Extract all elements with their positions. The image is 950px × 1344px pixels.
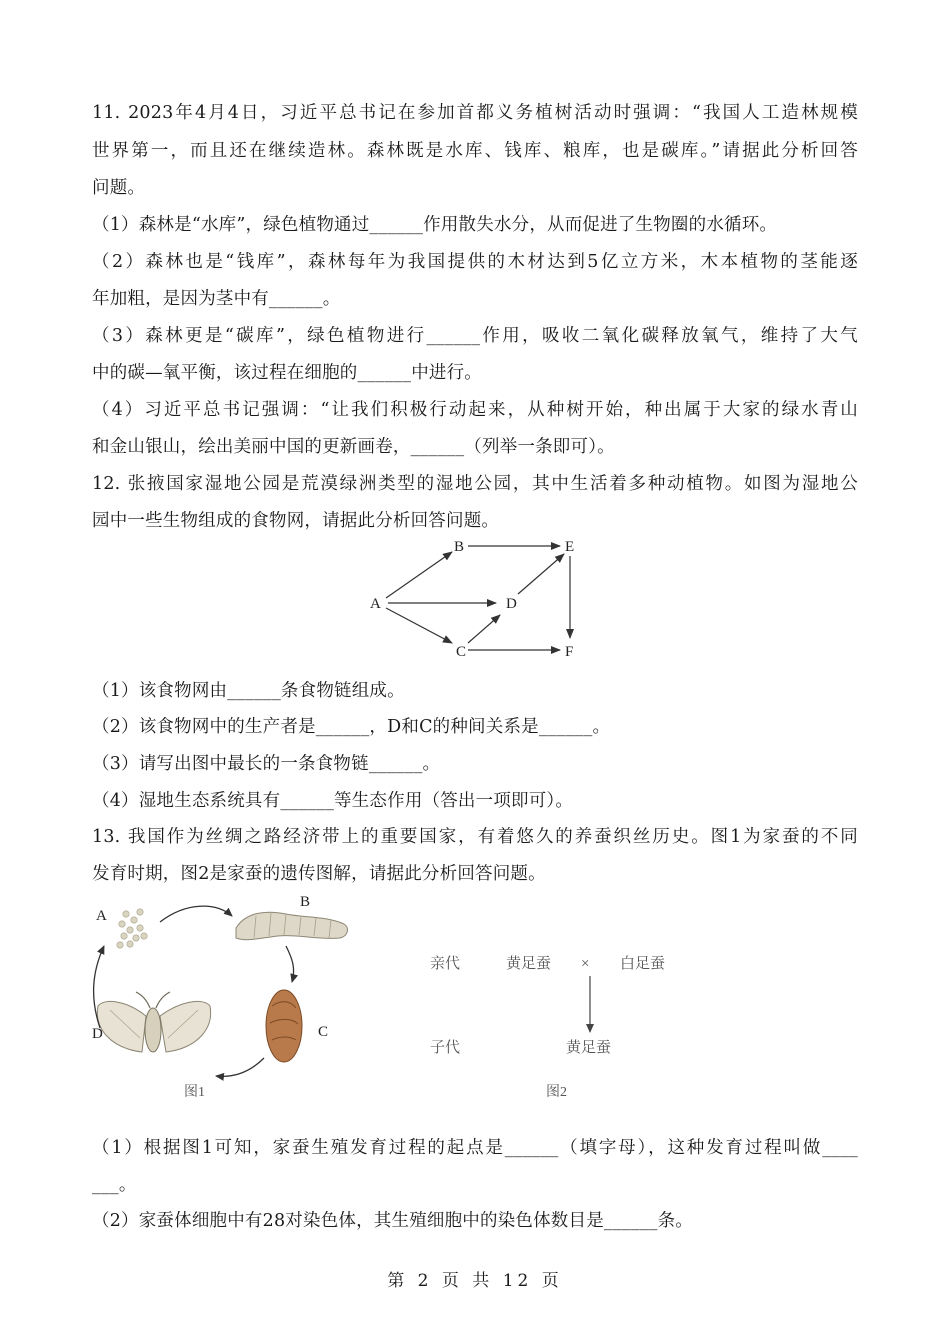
silkworm-genetics-figure (420, 940, 690, 1110)
node-b: B (454, 539, 465, 555)
food-web-diagram (360, 532, 600, 662)
q11-sub-2b: 年加粗，是因为茎中有______。 (92, 289, 341, 309)
arrow-b-c (286, 946, 294, 982)
q11-sub-2a: （2）森林也是“钱库”，森林每年为我国提供的木材达到5亿立方米，木本植物的茎能逐 (92, 252, 858, 272)
q11-line-3: 问题。 (92, 178, 146, 198)
parent-yellow-foot: 黄足蚕 (506, 956, 552, 972)
label-a: A (96, 908, 107, 924)
label-b: B (300, 894, 311, 910)
q11-sub-3a: （3）森林更是“碳库”，绿色植物进行______作用，吸收二氧化碳释放氧气，维持了大气 (92, 326, 858, 346)
arrow-a-b (386, 552, 452, 598)
larva-illustration (236, 912, 347, 939)
q11-sub-3b: 中的碳—氧平衡，该过程在细胞的______中进行。 (92, 363, 482, 383)
q13-line-2: 发育时期，图2是家蚕的遗传图解，请据此分析回答问题。 (92, 864, 546, 884)
q11-sub-1: （1）森林是“水库”，绿色植物通过______作用散失水分，从而促进了生物圈的水循环。 (92, 215, 778, 235)
q11-line-2: 世界第一，而且还在继续造林。森林既是水库、钱库、粮库，也是碳库。”请据此分析回答 (92, 141, 858, 161)
eggs-illustration (117, 909, 147, 948)
cross-symbol: × (581, 956, 590, 972)
page-footer: 第 2 页 共 12 页 (387, 1271, 563, 1291)
parent-generation-label: 亲代 (430, 956, 461, 972)
offspring-yellow-foot: 黄足蚕 (566, 1040, 612, 1056)
q13-sub-2: （2）家蚕体细胞中有28对染色体，其生殖细胞中的染色体数目是______条。 (92, 1211, 693, 1231)
arrow-a-c (386, 608, 452, 643)
node-a: A (370, 596, 381, 612)
figure1-caption: 图1 (184, 1085, 205, 1100)
offspring-generation-label: 子代 (430, 1040, 461, 1056)
silkworm-life-cycle-figure (86, 888, 366, 1108)
q13-line-1: 13. 我国作为丝绸之路经济带上的重要国家，有着悠久的养蚕织丝历史。图1为家蚕的不同 (92, 827, 858, 847)
label-d: D (92, 1026, 103, 1042)
q13-sub-1a: （1）根据图1可知，家蚕生殖发育过程的起点是______（填字母），这种发育过程叫做____ (92, 1138, 858, 1158)
q12-sub-4: （4）湿地生态系统具有______等生态作用（答出一项即可）。 (92, 791, 574, 811)
q12-sub-1: （1）该食物网由______条食物链组成。 (92, 681, 405, 701)
moth-illustration (97, 992, 210, 1052)
q12-line-2: 园中一些生物组成的食物网，请据此分析回答问题。 (92, 511, 500, 531)
q12-line-1: 12. 张掖国家湿地公园是荒漠绿洲类型的湿地公园，其中生活着多种动植物。如图为湿地公 (92, 474, 858, 494)
label-c: C (318, 1024, 329, 1040)
q13-sub-1b: ___。 (92, 1175, 137, 1195)
q12-sub-3: （3）请写出图中最长的一条食物链______。 (92, 754, 441, 774)
node-c: C (456, 644, 467, 660)
arrow-d-e (518, 554, 564, 594)
q11-sub-4b: 和金山银山，绘出美丽中国的更新画卷，______（列举一条即可）。 (92, 437, 615, 457)
pupa-illustration (266, 990, 302, 1062)
node-e: E (565, 539, 575, 555)
node-d: D (506, 596, 517, 612)
q12-sub-2: （2）该食物网中的生产者是______，D和C的种间关系是______。 (92, 717, 611, 737)
arrow-a-b (160, 906, 232, 922)
q11-line-1: 11. 2023年4月4日，习近平总书记在参加首都义务植树活动时强调：“我国人工造林规模 (92, 103, 858, 123)
figure2-caption: 图2 (546, 1085, 567, 1100)
arrow-c-d (216, 1058, 264, 1076)
arrow-c-d (468, 615, 500, 643)
q11-sub-4a: （4）习近平总书记强调：“让我们积极行动起来，从种树开始，种出属于大家的绿水青山 (92, 400, 858, 420)
node-f: F (565, 644, 574, 660)
parent-white-foot: 白足蚕 (620, 956, 666, 972)
